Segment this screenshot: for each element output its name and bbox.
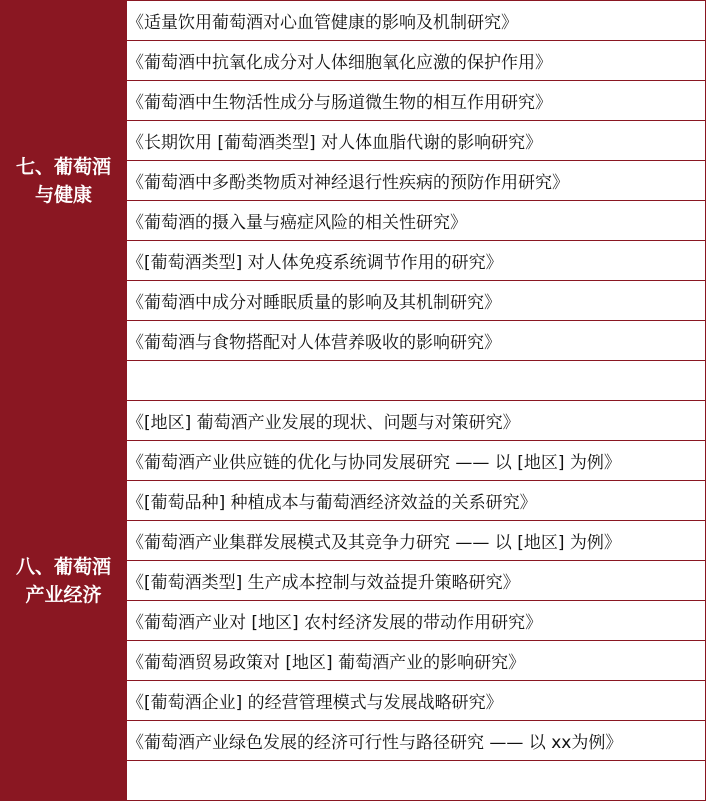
- spacer-category-cell: [1, 361, 127, 401]
- topic-cell: 《葡萄酒中成分对睡眠质量的影响及其机制研究》: [127, 281, 706, 321]
- topic-cell: 《[葡萄酒类型] 对人体免疫系统调节作用的研究》: [127, 241, 706, 281]
- topic-cell: 《葡萄酒的摄入量与癌症风险的相关性研究》: [127, 201, 706, 241]
- topic-cell: 《葡萄酒中多酚类物质对神经退行性疾病的预防作用研究》: [127, 161, 706, 201]
- topic-cell: 《适量饮用葡萄酒对心血管健康的影响及机制研究》: [127, 1, 706, 41]
- topic-cell: 《葡萄酒中抗氧化成分对人体细胞氧化应激的保护作用》: [127, 41, 706, 81]
- category-label-line2: 与健康: [34, 183, 92, 206]
- topic-cell: 《葡萄酒中生物活性成分与肠道微生物的相互作用研究》: [127, 81, 706, 121]
- spacer-topic-cell: [127, 761, 706, 801]
- topic-cell: 《[葡萄酒类型] 生产成本控制与效益提升策略研究》: [127, 561, 706, 601]
- topic-cell: 《葡萄酒产业绿色发展的经济可行性与路径研究 —— 以 xx为例》: [127, 721, 706, 761]
- topic-cell: 《葡萄酒产业对 [地区] 农村经济发展的带动作用研究》: [127, 601, 706, 641]
- table-row: [1, 401, 706, 441]
- spacer-category-cell: [1, 761, 127, 801]
- spacer-topic-cell: [127, 361, 706, 401]
- topic-cell: 《长期饮用 [葡萄酒类型] 对人体血脂代谢的影响研究》: [127, 121, 706, 161]
- topic-cell: 《[葡萄酒企业] 的经营管理模式与发展战略研究》: [127, 681, 706, 721]
- table-row: [1, 1, 706, 41]
- topic-cell: 《[地区] 葡萄酒产业发展的现状、问题与对策研究》: [127, 401, 706, 441]
- topic-cell: 《葡萄酒产业集群发展模式及其竞争力研究 —— 以 [地区] 为例》: [127, 521, 706, 561]
- category-cell-economy: [1, 401, 127, 761]
- topic-cell: 《葡萄酒产业供应链的优化与协同发展研究 —— 以 [地区] 为例》: [127, 441, 706, 481]
- topic-cell: 《葡萄酒与食物搭配对人体营养吸收的影响研究》: [127, 321, 706, 361]
- category-cell-health: [1, 1, 127, 361]
- topic-cell: 《葡萄酒贸易政策对 [地区] 葡萄酒产业的影响研究》: [127, 641, 706, 681]
- category-label-line1: 七、葡萄酒: [15, 155, 111, 178]
- category-label-line2: 产业经济: [25, 583, 102, 606]
- spacer-row: [1, 761, 706, 801]
- spacer-row: [1, 361, 706, 401]
- topic-cell: 《[葡萄品种] 种植成本与葡萄酒经济效益的关系研究》: [127, 481, 706, 521]
- category-label-line1: 八、葡萄酒: [15, 555, 111, 578]
